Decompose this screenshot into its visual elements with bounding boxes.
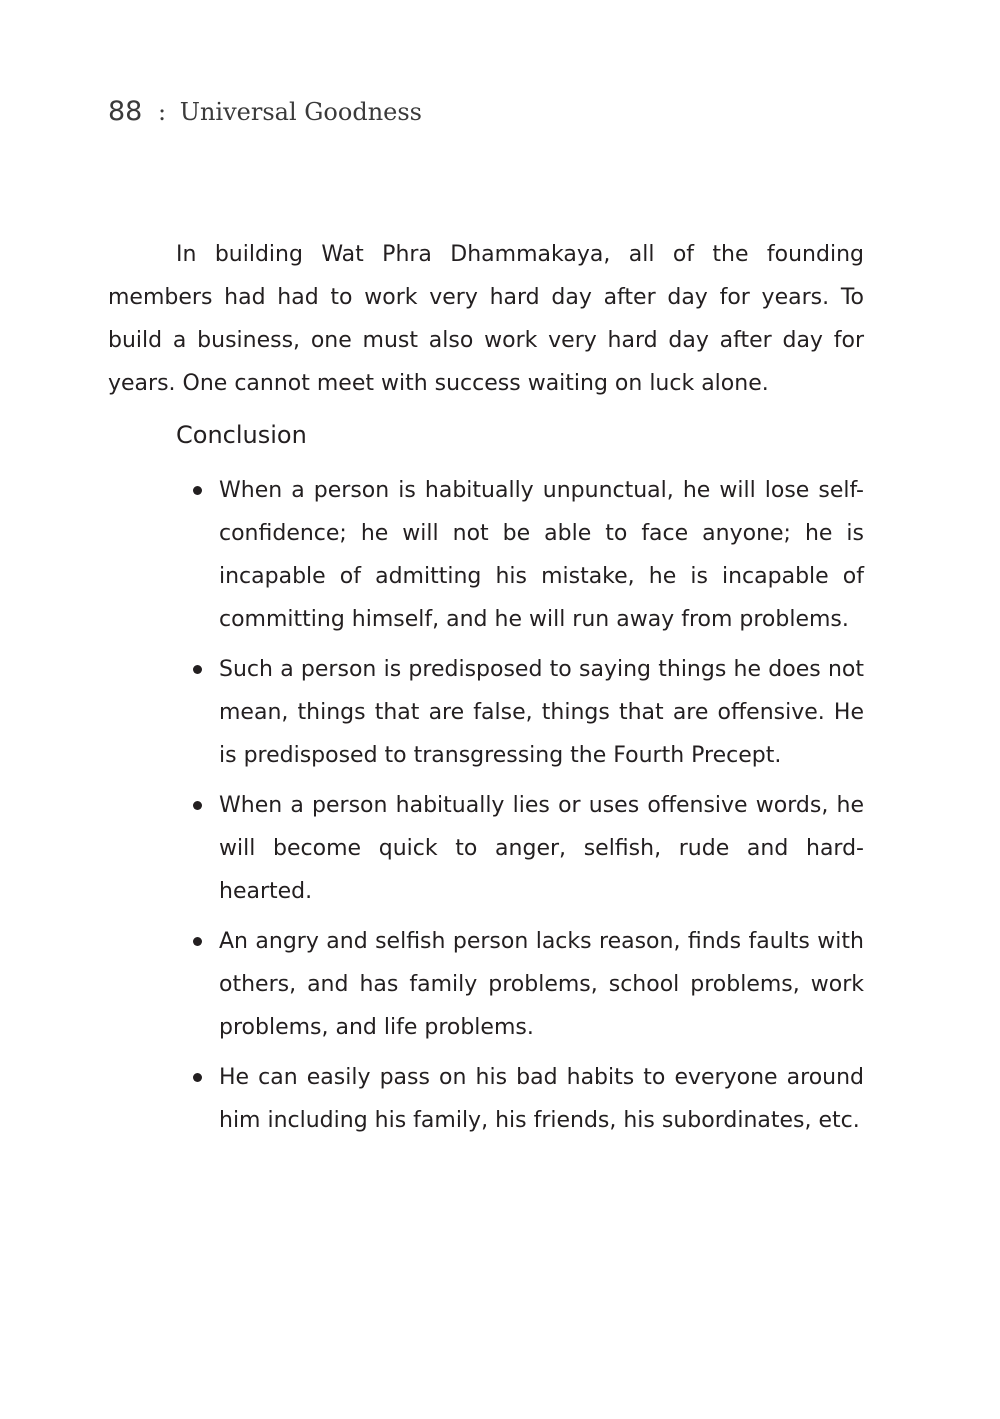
bullet-icon <box>193 937 202 946</box>
page-content <box>108 233 864 1149</box>
list-item <box>108 469 864 641</box>
list-item <box>108 920 864 1049</box>
list-item <box>108 648 864 777</box>
bullet-icon <box>193 1073 202 1082</box>
page-number: 88 <box>108 96 143 127</box>
list-item <box>108 1056 864 1142</box>
bullet-icon <box>193 486 202 495</box>
intro-paragraph: In building Wat Phra Dhammakaya, all of the founding members had had to work very hard day after day for years. To build a business, one must also work very hard day after day for years. One cannot meet with success waiting on luck alone. <box>108 242 864 396</box>
running-header <box>108 96 422 127</box>
book-title: Universal Goodness <box>179 98 422 126</box>
conclusion-list <box>108 469 864 1142</box>
section-heading: Conclusion <box>176 421 307 449</box>
header-separator: : <box>158 98 167 126</box>
list-item-text: When a person is habitually unpunctual, he will lose self-confidence; he will not be able to face anyone; he is incapable of admitting his mistake, he is incapable of committing himself, and he will run away from problems. <box>219 478 864 632</box>
list-item-text: He can easily pass on his bad habits to everyone around him including his family, his friends, his subordinates, etc. <box>219 1065 864 1133</box>
list-item-text: An angry and selfish person lacks reason, finds faults with others, and has family problems, school problems, work problems, and life problems. <box>219 929 864 1040</box>
list-item <box>108 784 864 913</box>
list-item-text: Such a person is predisposed to saying things he does not mean, things that are false, things that are offensive. He is predisposed to transgressing the Fourth Precept. <box>219 657 864 768</box>
bullet-icon <box>193 801 202 810</box>
list-item-text: When a person habitually lies or uses offensive words, he will become quick to anger, selfish, rude and hard-hearted. <box>219 793 864 904</box>
bullet-icon <box>193 665 202 674</box>
